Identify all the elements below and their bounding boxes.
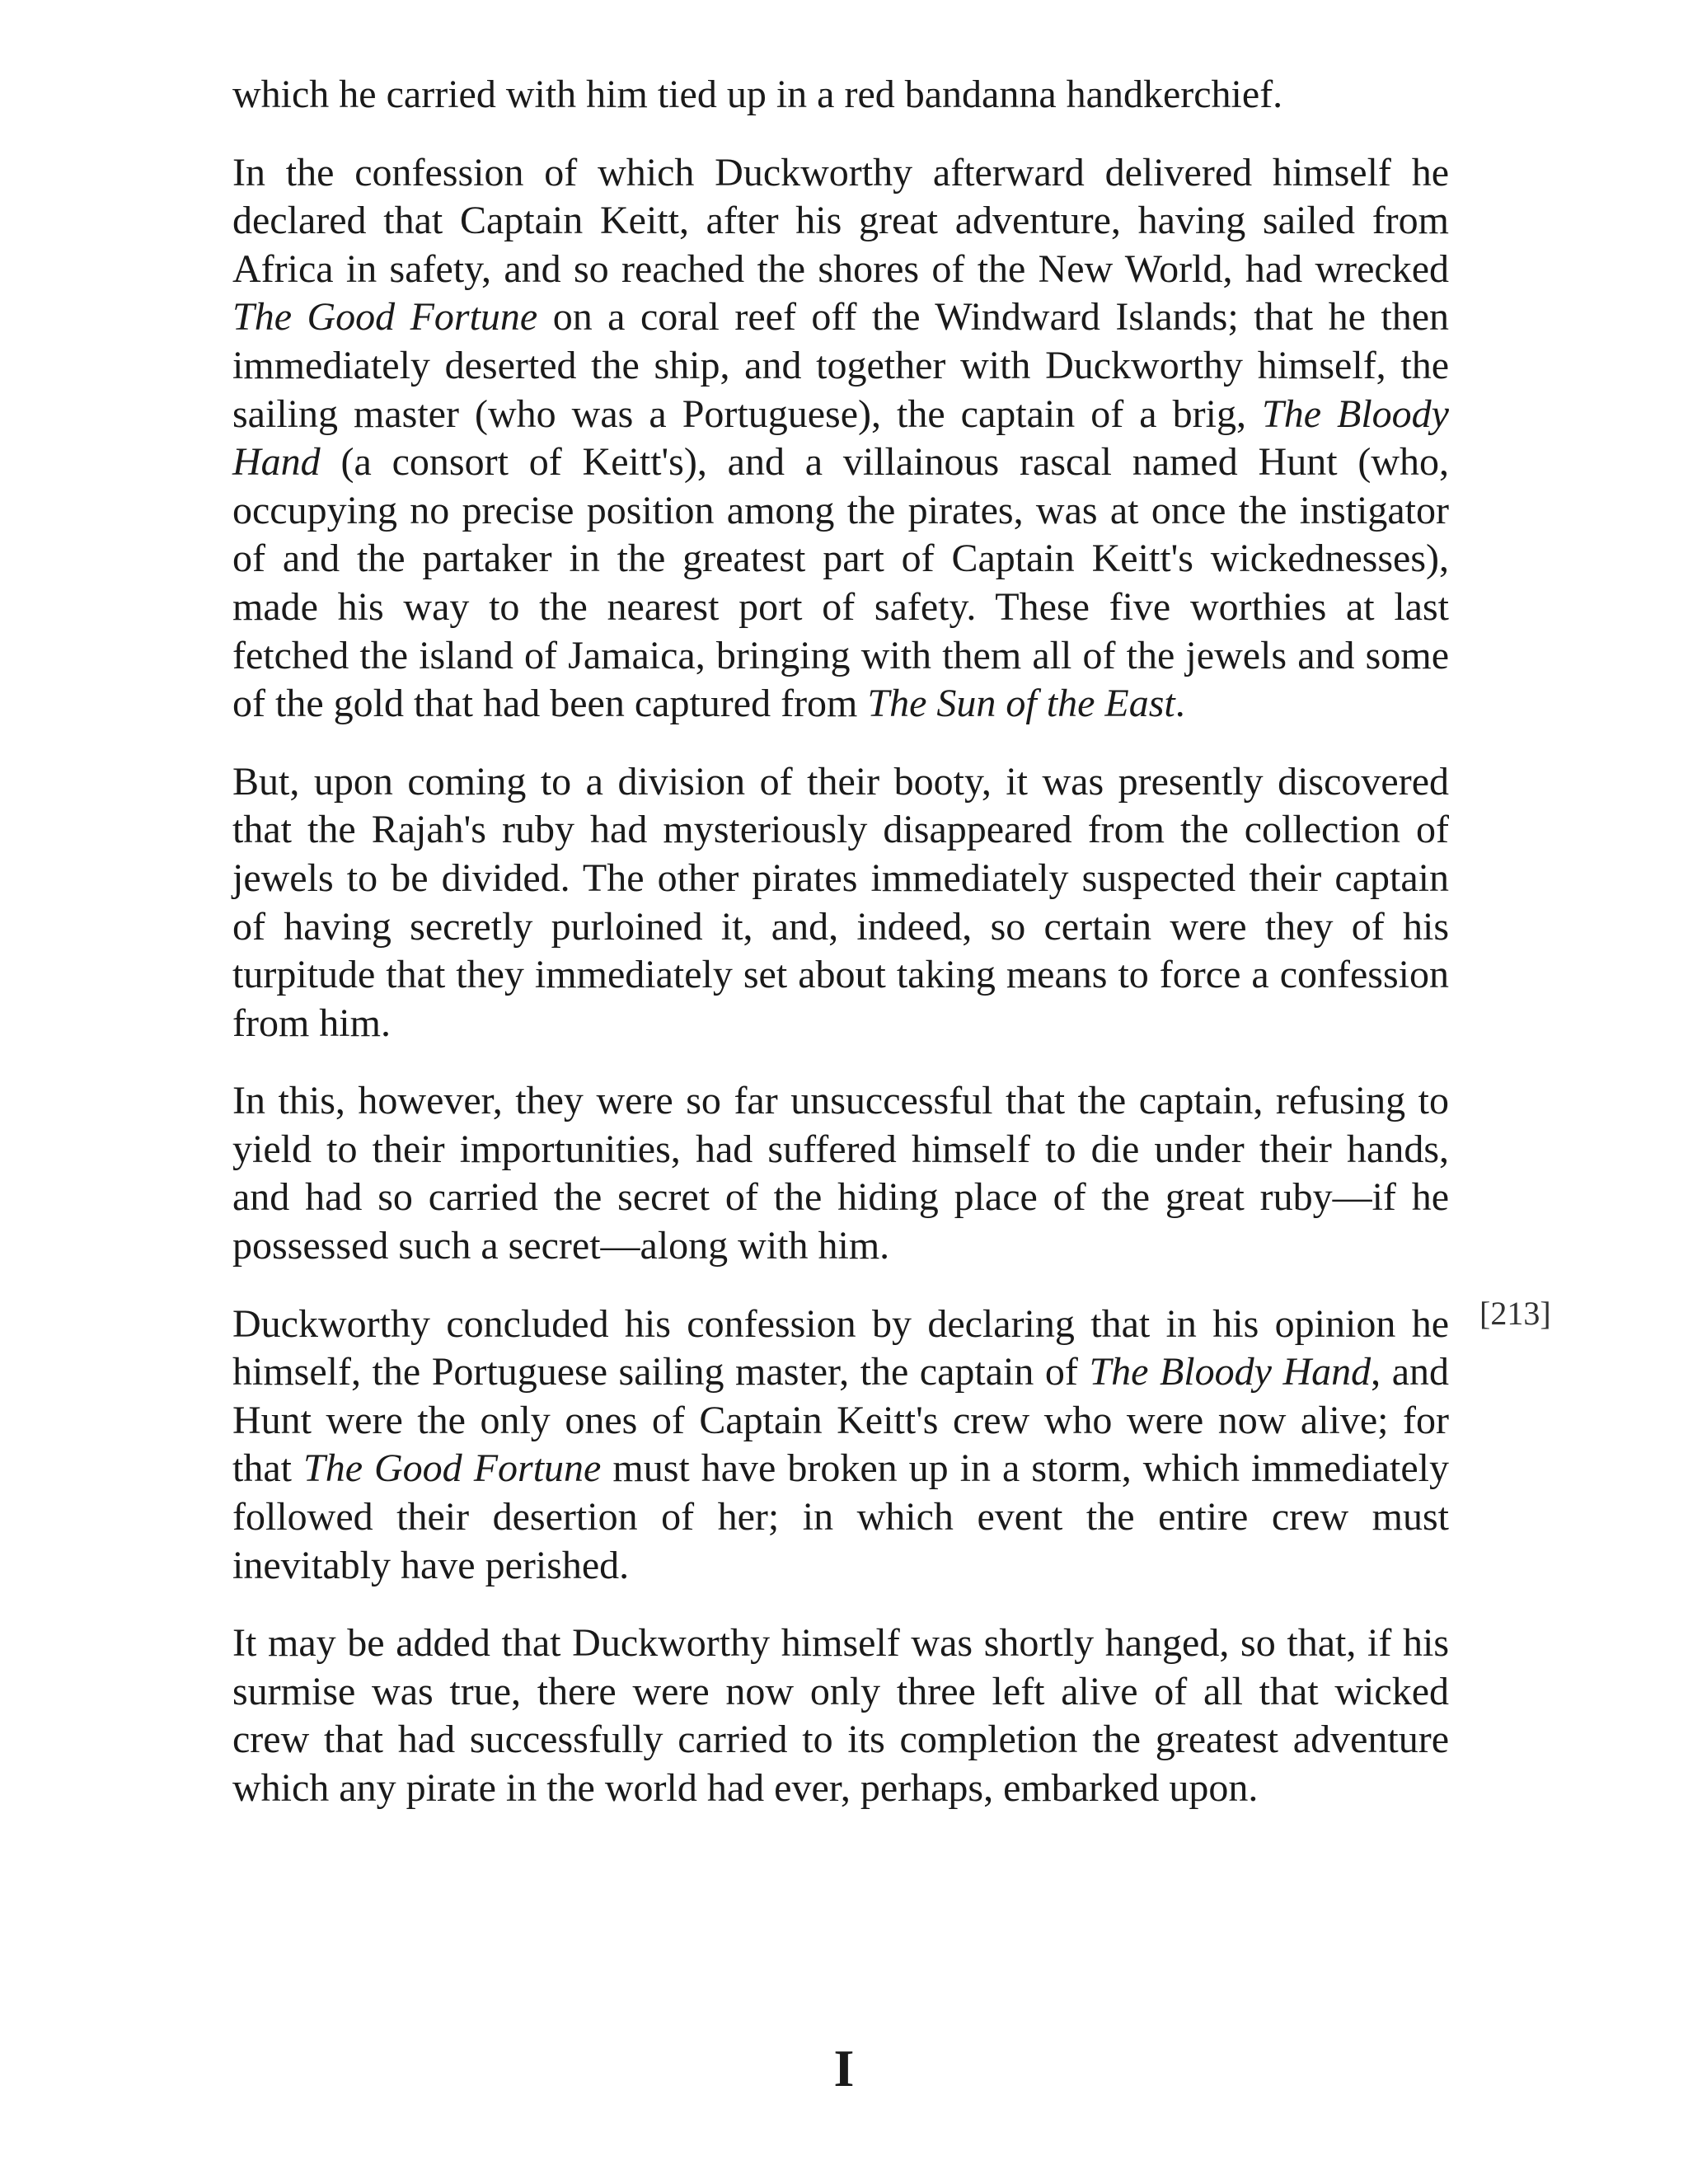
paragraph-5 [232, 1301, 1449, 1591]
italic-title-run: The Good Fortune [232, 295, 538, 340]
text-run: . [1175, 682, 1185, 726]
text-run: But, upon coming to a division of their booty, it was presently discovered that the Rajah's ruby had mysteriously disappeared from the collection of jewels to be divided. The other pirates immediately suspected their captain of having secretly purloined it, and, indeed, so certain were they of his turpitude that they immediately set about taking means to force a confession from him. [232, 759, 1449, 1045]
page-number: [213] [1479, 1295, 1551, 1332]
italic-title-run: The Sun of the East [867, 682, 1175, 726]
italic-title-run: The Bloody Hand [232, 391, 1449, 485]
paragraph-1 [232, 71, 1449, 120]
text-run: Duckworthy concluded his confession by declaring that in his opinion he himself, the Portuguese sailing master, the captain of [232, 1301, 1449, 1394]
text-run: It may be added that Duckworthy himself was shortly hanged, so that, if his surmise was true, there were now only three left alive of all that wicked crew that had successfully carried to its completion the greatest adventure which any pirate in the world had ever, perhaps, embarked upon. [232, 1621, 1449, 1810]
section-heading: I [833, 2039, 855, 2097]
text-column [232, 71, 1449, 1843]
text-run: must have broken up in a storm, which immediately followed their desertion of her; in which event the entire crew must inevitably have perished. [232, 1446, 1449, 1587]
text-run: In this, however, they were so far unsuccessful that the captain, refusing to yield to their importunities, had suffered himself to die under their hands, and had so carried the secret of the hiding place of the great ruby—if he possessed such a secret—along with him. [232, 1079, 1449, 1268]
text-run: on a coral reef off the Windward Islands; that he then immediately deserted the ship, and together with Duckworthy himself, the sailing master (who was a Portuguese), the captain of a brig, [232, 295, 1449, 436]
text-run: (a consort of Keitt's), and a villainous rascal named Hunt (who, occupying no precise position among the pirates, was at once the instigator of and the partaker in the greatest part of Captain Keitt's wickednesses), made his way to the nearest port of safety. These five worthies at last fetched the island of Jamaica, bringing with them all of the jewels and some of the gold that had been captured from [232, 440, 1449, 726]
italic-title-run: The Good Fortune [303, 1446, 602, 1491]
paragraph-4 [232, 1077, 1449, 1270]
italic-title-run: The Bloody Hand [1089, 1350, 1372, 1394]
paragraph-6 [232, 1619, 1449, 1812]
paragraph-3 [232, 758, 1449, 1048]
text-run: which he carried with him tied up in a red bandanna handkerchief. [232, 73, 1283, 116]
paragraph-2 [232, 149, 1449, 729]
text-run: , and Hunt were the only ones of Captain Keitt's crew who were now alive; for that [232, 1350, 1449, 1491]
text-run: In the confession of which Duckworthy afterward delivered himself he declared that Captain Keitt, after his great adventure, having sailed from Africa in safety, and so reached the shores of the New World, had wrecked [232, 150, 1449, 291]
